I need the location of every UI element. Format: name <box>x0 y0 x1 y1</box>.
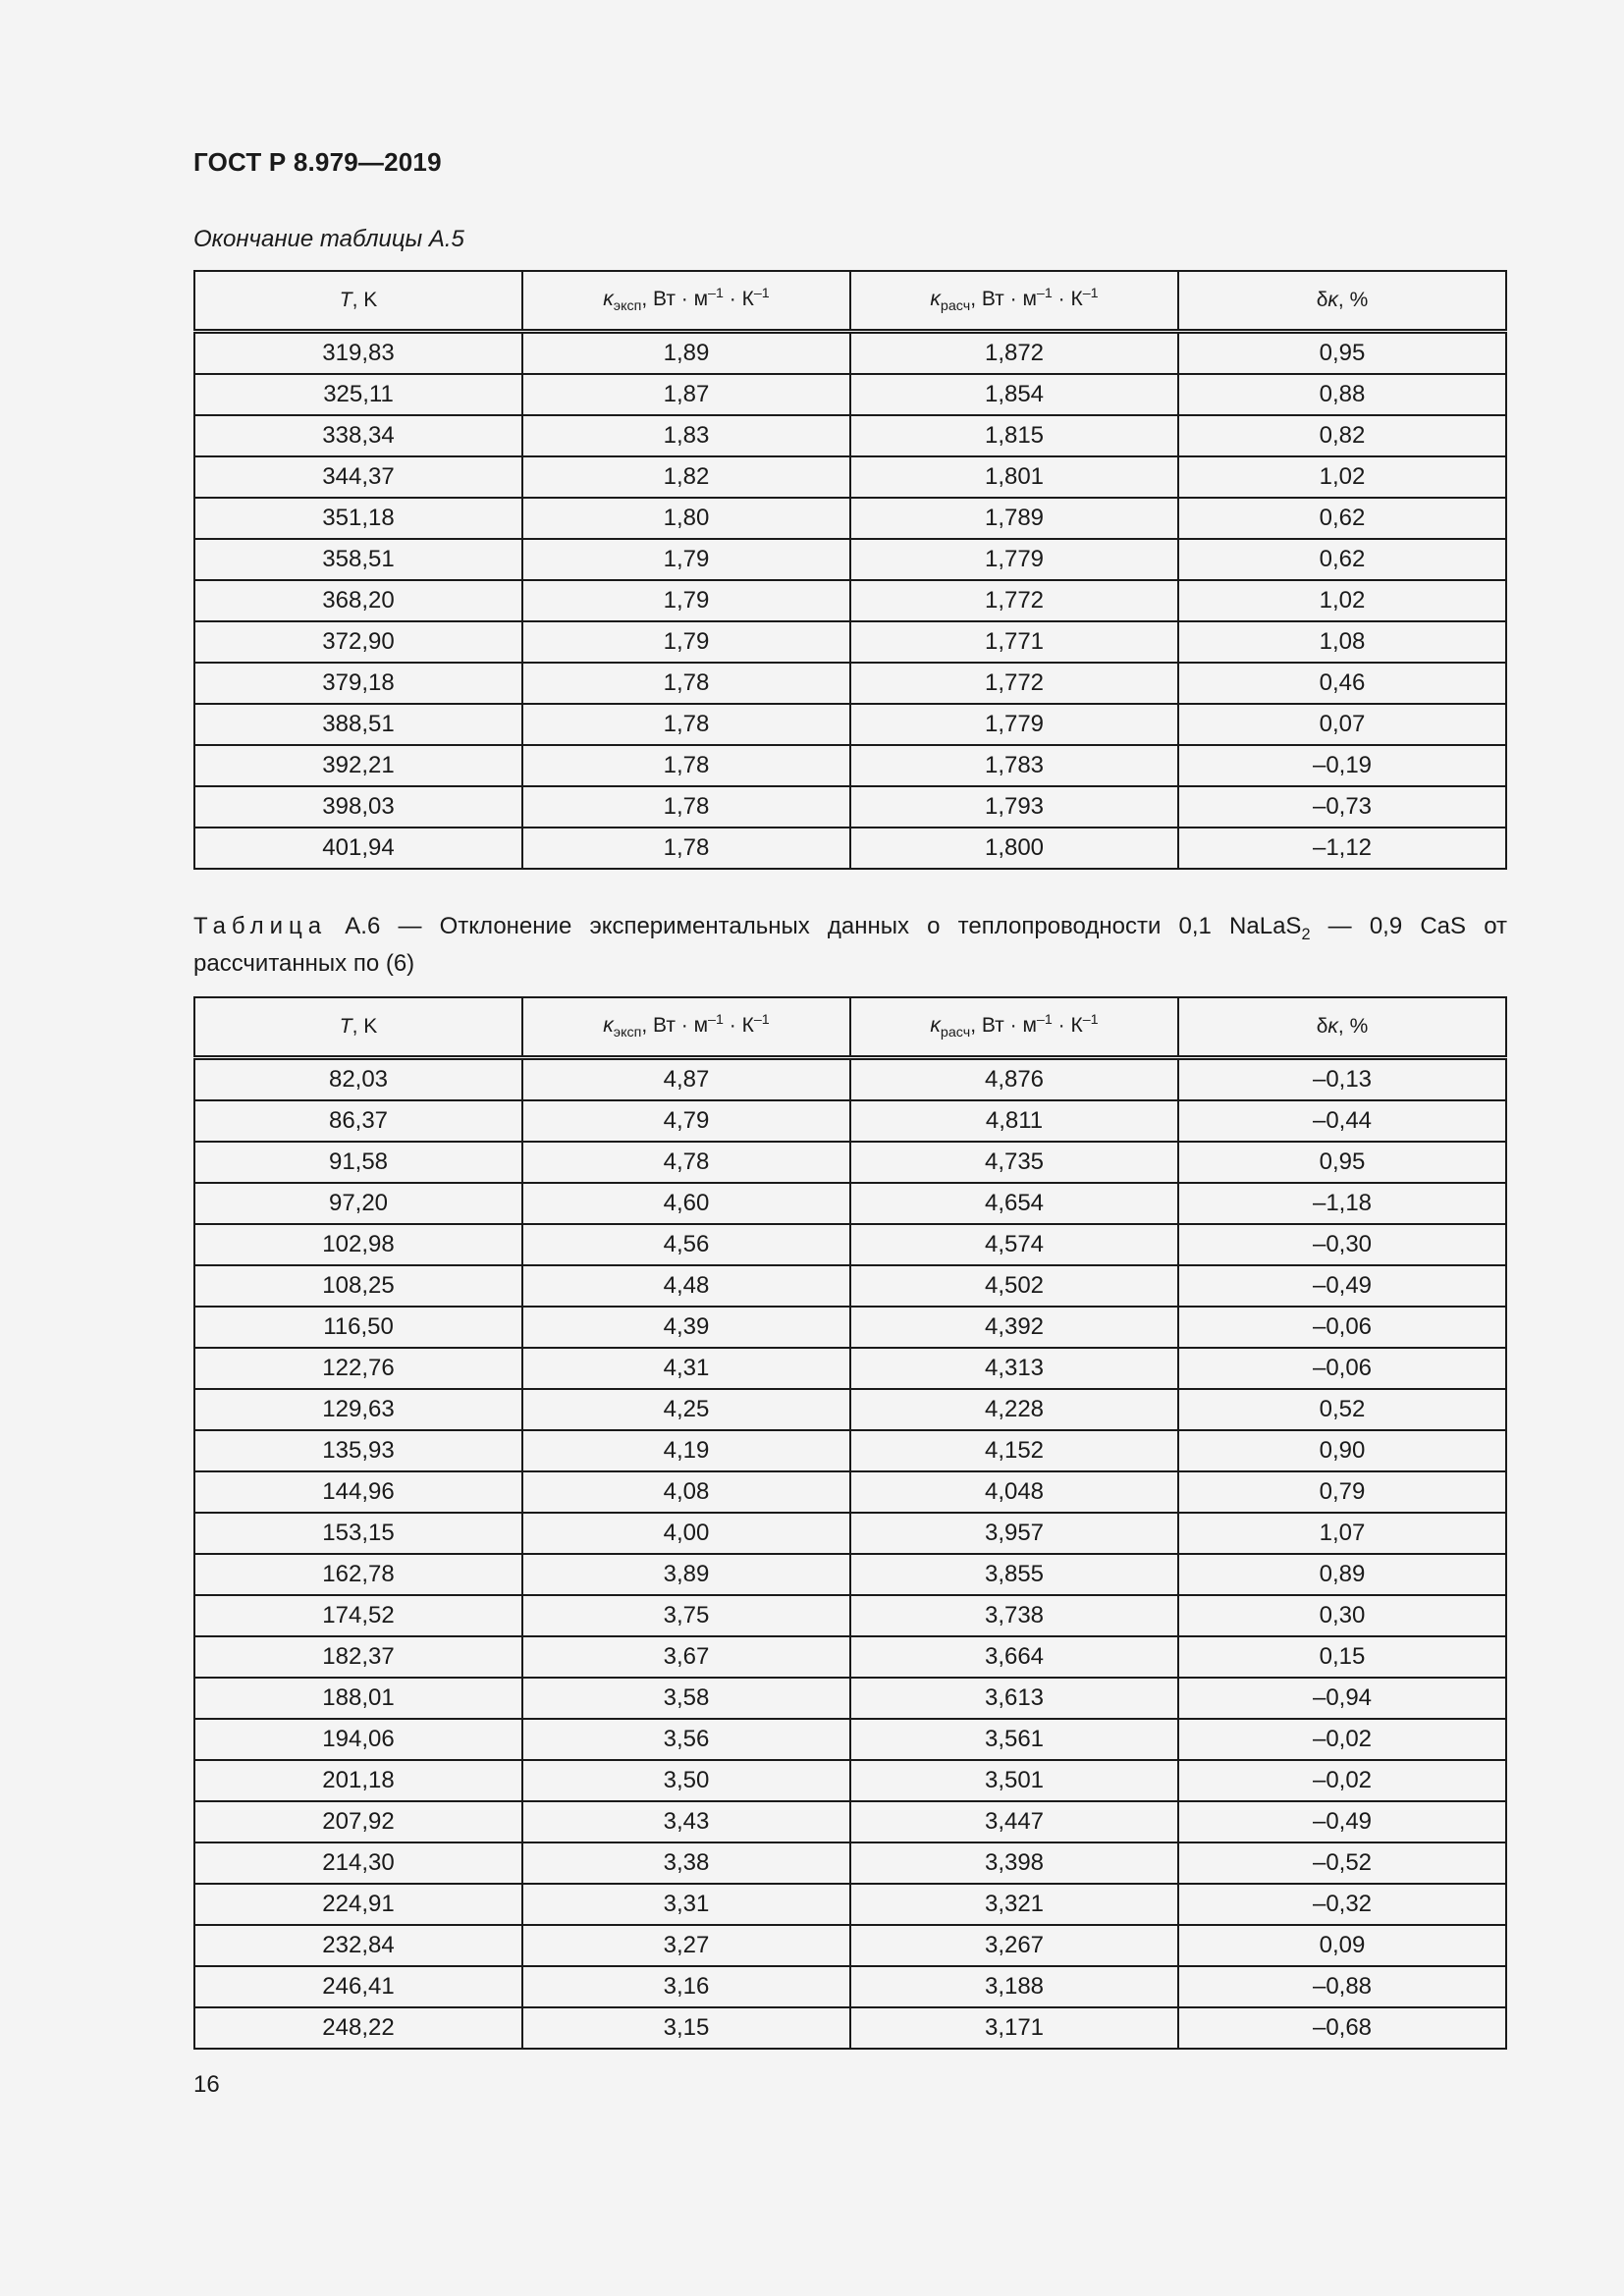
table-cell: 3,321 <box>850 1884 1178 1925</box>
column-header-superscript: –1 <box>1082 286 1099 302</box>
table-cell: 3,957 <box>850 1513 1178 1554</box>
table-cell: 344,37 <box>194 456 522 498</box>
column-header <box>850 997 1178 1058</box>
table-cell: 3,398 <box>850 1842 1178 1884</box>
table-cell: 4,56 <box>522 1224 850 1265</box>
table-cell: 3,664 <box>850 1636 1178 1678</box>
table-cell: 86,37 <box>194 1100 522 1142</box>
table-cell: 0,95 <box>1178 1142 1506 1183</box>
table-row <box>194 374 1506 415</box>
table-cell: 201,18 <box>194 1760 522 1801</box>
column-header-prefix: δ <box>1316 1015 1328 1038</box>
table-cell: 207,92 <box>194 1801 522 1842</box>
table-cell: 129,63 <box>194 1389 522 1430</box>
table-cell: 0,15 <box>1178 1636 1506 1678</box>
table-row <box>194 1966 1506 2007</box>
table-row <box>194 332 1506 375</box>
table-cell: 1,79 <box>522 539 850 580</box>
table-cell: –1,18 <box>1178 1183 1506 1224</box>
table-cell: 3,613 <box>850 1678 1178 1719</box>
table-cell: 1,779 <box>850 704 1178 745</box>
table-cell: 1,08 <box>1178 621 1506 663</box>
table-a6 <box>193 996 1507 2050</box>
table-row <box>194 1801 1506 1842</box>
table-cell: 0,79 <box>1178 1471 1506 1513</box>
table-cell: 0,07 <box>1178 704 1506 745</box>
table-cell: 1,815 <box>850 415 1178 456</box>
table-row <box>194 1142 1506 1183</box>
table-row <box>194 498 1506 539</box>
column-header-superscript: –1 <box>1082 1012 1099 1029</box>
table-row <box>194 1265 1506 1307</box>
table-cell: 91,58 <box>194 1142 522 1183</box>
table-row <box>194 786 1506 828</box>
table-row <box>194 621 1506 663</box>
column-header <box>194 997 522 1058</box>
table-row <box>194 1183 1506 1224</box>
column-header-symbol: T <box>339 1015 352 1038</box>
table-cell: 3,27 <box>522 1925 850 1966</box>
table-cell: 1,779 <box>850 539 1178 580</box>
table-a5-header-row <box>194 271 1506 332</box>
column-header-subscript: эксп <box>613 298 642 315</box>
table-cell: 108,25 <box>194 1265 522 1307</box>
table-cell: 4,654 <box>850 1183 1178 1224</box>
table-cell: 338,34 <box>194 415 522 456</box>
table-cell: 0,88 <box>1178 374 1506 415</box>
column-header-superscript: –1 <box>708 286 724 302</box>
table-cell: –0,52 <box>1178 1842 1506 1884</box>
column-header-unit: , % <box>1337 1015 1369 1038</box>
table-cell: 372,90 <box>194 621 522 663</box>
table-row <box>194 1678 1506 1719</box>
table-row <box>194 828 1506 869</box>
column-header-subscript: расч <box>940 298 971 315</box>
table-cell: –0,32 <box>1178 1884 1506 1925</box>
table-a6-caption-subscript: 2 <box>1301 925 1311 943</box>
table-row <box>194 1719 1506 1760</box>
table-cell: 4,313 <box>850 1348 1178 1389</box>
column-header-unit-tail: · К <box>1052 1014 1083 1038</box>
table-cell: 0,09 <box>1178 1925 1506 1966</box>
table-cell: 1,78 <box>522 786 850 828</box>
table-cell: 0,95 <box>1178 332 1506 375</box>
table-cell: –0,49 <box>1178 1801 1506 1842</box>
column-header-superscript: –1 <box>753 286 770 302</box>
document-code-header: ГОСТ Р 8.979—2019 <box>193 147 442 177</box>
table-row <box>194 1058 1506 1101</box>
table-row <box>194 415 1506 456</box>
table-cell: 248,22 <box>194 2007 522 2049</box>
table-cell: 1,02 <box>1178 580 1506 621</box>
table-cell: 4,392 <box>850 1307 1178 1348</box>
table-row <box>194 1430 1506 1471</box>
column-header-unit: , Вт · м <box>970 288 1037 311</box>
table-cell: 3,855 <box>850 1554 1178 1595</box>
table-row <box>194 1348 1506 1389</box>
table-cell: 3,67 <box>522 1636 850 1678</box>
column-header-subscript: расч <box>940 1025 971 1041</box>
table-cell: 3,89 <box>522 1554 850 1595</box>
table-cell: 0,62 <box>1178 498 1506 539</box>
column-header-unit-tail: · К <box>723 1014 754 1038</box>
column-header-prefix: δ <box>1316 289 1328 311</box>
column-header-unit: , Вт · м <box>641 1014 709 1038</box>
table-cell: –0,88 <box>1178 1966 1506 2007</box>
column-header-unit: , % <box>1337 289 1369 311</box>
table-cell: –1,12 <box>1178 828 1506 869</box>
table-cell: 358,51 <box>194 539 522 580</box>
column-header-symbol: κ <box>930 1014 941 1038</box>
table-cell: 0,89 <box>1178 1554 1506 1595</box>
column-header-symbol: κ <box>1327 1015 1338 1038</box>
table-a6-caption-text: — Отклонение экспериментальных данных о теплопроводности 0,1 NaLaS <box>380 913 1302 939</box>
table-cell: –0,06 <box>1178 1307 1506 1348</box>
table-cell: 3,31 <box>522 1884 850 1925</box>
table-cell: 1,82 <box>522 456 850 498</box>
table-cell: 1,89 <box>522 332 850 375</box>
column-header-unit-tail: · К <box>1052 288 1083 311</box>
table-cell: 4,152 <box>850 1430 1178 1471</box>
table-cell: 214,30 <box>194 1842 522 1884</box>
table-cell: 174,52 <box>194 1595 522 1636</box>
column-header-symbol: κ <box>603 288 614 311</box>
table-cell: 3,56 <box>522 1719 850 1760</box>
table-cell: 194,06 <box>194 1719 522 1760</box>
table-cell: 3,188 <box>850 1966 1178 2007</box>
column-header-symbol: κ <box>1327 289 1338 311</box>
column-header-superscript: –1 <box>1036 286 1053 302</box>
table-cell: 82,03 <box>194 1058 522 1101</box>
table-row <box>194 2007 1506 2049</box>
table-row <box>194 1100 1506 1142</box>
table-cell: 0,52 <box>1178 1389 1506 1430</box>
table-row <box>194 539 1506 580</box>
table-cell: 1,78 <box>522 704 850 745</box>
table-a6-header-row <box>194 997 1506 1058</box>
table-cell: 1,80 <box>522 498 850 539</box>
column-header <box>522 271 850 332</box>
table-cell: 4,735 <box>850 1142 1178 1183</box>
table-cell: 116,50 <box>194 1307 522 1348</box>
table-row <box>194 1224 1506 1265</box>
table-cell: –0,06 <box>1178 1348 1506 1389</box>
table-cell: 4,502 <box>850 1265 1178 1307</box>
table-cell: 3,50 <box>522 1760 850 1801</box>
table-row <box>194 1760 1506 1801</box>
table-cell: –0,73 <box>1178 786 1506 828</box>
table-cell: 4,48 <box>522 1265 850 1307</box>
table-cell: –0,02 <box>1178 1719 1506 1760</box>
table-cell: 4,31 <box>522 1348 850 1389</box>
table-cell: 3,16 <box>522 1966 850 2007</box>
table-row <box>194 580 1506 621</box>
table-cell: –0,68 <box>1178 2007 1506 2049</box>
table-cell: 3,501 <box>850 1760 1178 1801</box>
table-cell: 1,800 <box>850 828 1178 869</box>
table-cell: 153,15 <box>194 1513 522 1554</box>
table-cell: 3,43 <box>522 1801 850 1842</box>
table-cell: 1,78 <box>522 663 850 704</box>
column-header-superscript: –1 <box>753 1012 770 1029</box>
column-header <box>1178 997 1506 1058</box>
table-cell: 1,772 <box>850 580 1178 621</box>
table-cell: 4,87 <box>522 1058 850 1101</box>
table-cell: 4,79 <box>522 1100 850 1142</box>
table-cell: 4,25 <box>522 1389 850 1430</box>
table-row <box>194 1471 1506 1513</box>
table-cell: 135,93 <box>194 1430 522 1471</box>
table-cell: –0,13 <box>1178 1058 1506 1101</box>
table-cell: 1,772 <box>850 663 1178 704</box>
table-cell: 102,98 <box>194 1224 522 1265</box>
table-cell: 388,51 <box>194 704 522 745</box>
table-cell: 325,11 <box>194 374 522 415</box>
table-row <box>194 1554 1506 1595</box>
table-cell: 0,46 <box>1178 663 1506 704</box>
table-cell: 4,574 <box>850 1224 1178 1265</box>
table-cell: 0,82 <box>1178 415 1506 456</box>
table-cell: 398,03 <box>194 786 522 828</box>
table-cell: 351,18 <box>194 498 522 539</box>
table-row <box>194 1925 1506 1966</box>
table-cell: 3,561 <box>850 1719 1178 1760</box>
table-cell: 1,78 <box>522 828 850 869</box>
column-header-unit: , Вт · м <box>970 1014 1037 1038</box>
table-cell: 162,78 <box>194 1554 522 1595</box>
table-cell: 1,79 <box>522 621 850 663</box>
table-row <box>194 663 1506 704</box>
table-cell: 3,38 <box>522 1842 850 1884</box>
column-header <box>850 271 1178 332</box>
table-cell: 1,801 <box>850 456 1178 498</box>
table-cell: 4,876 <box>850 1058 1178 1101</box>
table-row <box>194 1884 1506 1925</box>
table-row <box>194 1595 1506 1636</box>
table-cell: 144,96 <box>194 1471 522 1513</box>
column-header-subscript: эксп <box>613 1025 642 1041</box>
table-a6-caption-number: А.6 <box>345 913 381 939</box>
table-cell: 1,87 <box>522 374 850 415</box>
column-header-unit: , K <box>352 1015 378 1038</box>
table-cell: 4,78 <box>522 1142 850 1183</box>
table-row <box>194 456 1506 498</box>
table-cell: 1,854 <box>850 374 1178 415</box>
table-cell: 4,228 <box>850 1389 1178 1430</box>
table-cell: 1,78 <box>522 745 850 786</box>
page-number: 16 <box>193 2071 220 2098</box>
column-header <box>522 997 850 1058</box>
table-cell: 401,94 <box>194 828 522 869</box>
column-header <box>194 271 522 332</box>
table-cell: 0,30 <box>1178 1595 1506 1636</box>
table-cell: 1,02 <box>1178 456 1506 498</box>
table-cell: –0,30 <box>1178 1224 1506 1265</box>
table-cell: 246,41 <box>194 1966 522 2007</box>
table-row <box>194 1842 1506 1884</box>
table-cell: 319,83 <box>194 332 522 375</box>
table-row <box>194 1389 1506 1430</box>
column-header-unit: , K <box>352 289 378 311</box>
table-cell: 122,76 <box>194 1348 522 1389</box>
table-cell: 379,18 <box>194 663 522 704</box>
table-cell: 0,62 <box>1178 539 1506 580</box>
table-cell: 1,771 <box>850 621 1178 663</box>
table-cell: 1,07 <box>1178 1513 1506 1554</box>
column-header-symbol: κ <box>603 1014 614 1038</box>
table-cell: 4,60 <box>522 1183 850 1224</box>
table-row <box>194 704 1506 745</box>
table-row <box>194 1513 1506 1554</box>
table-cell: 4,811 <box>850 1100 1178 1142</box>
table-a6-caption-text-end: — 0,9 CaS от рассчитанных по (6) <box>193 913 1508 977</box>
table-cell: 368,20 <box>194 580 522 621</box>
table-cell: 4,19 <box>522 1430 850 1471</box>
table-a5-body <box>194 332 1506 870</box>
column-header-superscript: –1 <box>1036 1012 1053 1029</box>
table-cell: 4,048 <box>850 1471 1178 1513</box>
table-cell: 0,90 <box>1178 1430 1506 1471</box>
table-cell: 3,58 <box>522 1678 850 1719</box>
table-cell: 3,447 <box>850 1801 1178 1842</box>
table-cell: 188,01 <box>194 1678 522 1719</box>
column-header-unit: , Вт · м <box>641 288 709 311</box>
table-row <box>194 1307 1506 1348</box>
table-cell: 182,37 <box>194 1636 522 1678</box>
table-row <box>194 1636 1506 1678</box>
table-cell: 1,793 <box>850 786 1178 828</box>
table-a5-caption: Окончание таблицы А.5 <box>193 226 464 252</box>
table-a6-caption-label: Таблица <box>193 913 328 939</box>
table-cell: 4,00 <box>522 1513 850 1554</box>
column-header-symbol: κ <box>930 288 941 311</box>
table-cell: 3,15 <box>522 2007 850 2049</box>
table-cell: 224,91 <box>194 1884 522 1925</box>
table-cell: –0,19 <box>1178 745 1506 786</box>
table-a6-caption <box>193 912 1507 979</box>
table-cell: –0,02 <box>1178 1760 1506 1801</box>
table-cell: –0,44 <box>1178 1100 1506 1142</box>
column-header-superscript: –1 <box>708 1012 724 1029</box>
table-row <box>194 745 1506 786</box>
table-cell: 392,21 <box>194 745 522 786</box>
table-cell: 1,872 <box>850 332 1178 375</box>
table-cell: 3,267 <box>850 1925 1178 1966</box>
table-cell: 1,83 <box>522 415 850 456</box>
column-header-symbol: T <box>339 289 352 311</box>
table-cell: 3,171 <box>850 2007 1178 2049</box>
table-cell: –0,49 <box>1178 1265 1506 1307</box>
column-header <box>1178 271 1506 332</box>
table-cell: 1,789 <box>850 498 1178 539</box>
table-cell: 4,08 <box>522 1471 850 1513</box>
column-header-unit-tail: · К <box>723 288 754 311</box>
table-cell: 4,39 <box>522 1307 850 1348</box>
table-cell: 232,84 <box>194 1925 522 1966</box>
table-cell: 3,75 <box>522 1595 850 1636</box>
table-cell: –0,94 <box>1178 1678 1506 1719</box>
table-cell: 97,20 <box>194 1183 522 1224</box>
table-a6-body <box>194 1058 1506 2050</box>
table-cell: 1,783 <box>850 745 1178 786</box>
table-cell: 1,79 <box>522 580 850 621</box>
table-cell: 3,738 <box>850 1595 1178 1636</box>
table-a5 <box>193 270 1507 870</box>
